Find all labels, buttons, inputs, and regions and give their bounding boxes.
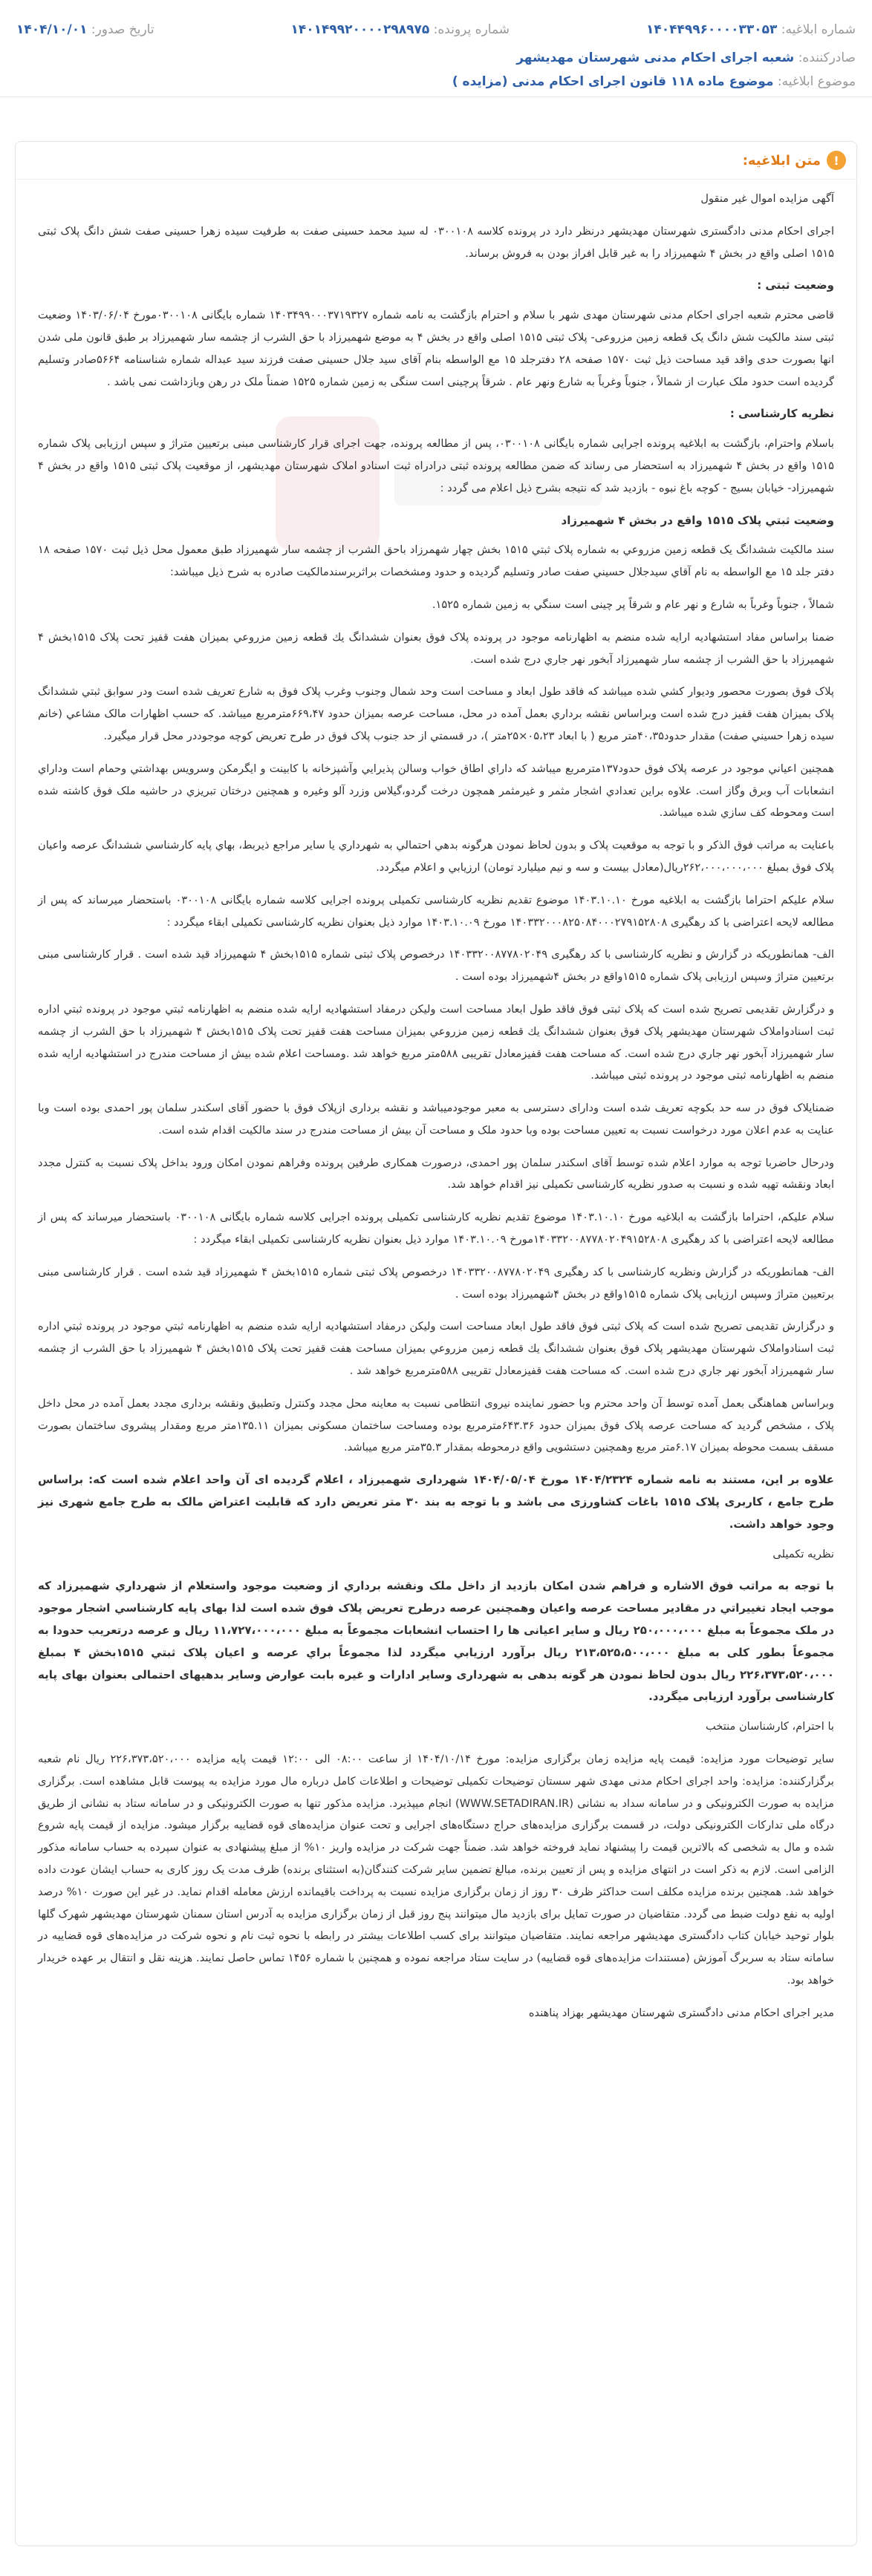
section-heading: علاوه بر این، مستند به نامه شماره ۱۴۰۴/۲۳۲۴ مورخ ۱۴۰۴/۰۵/۰۴ شهرداری شهمیرزاد ، اعلام گردیده ای آن واحد اعلام شده است که: براساس طرح جامع ، کاربری پلاک ۱۵۱۵ باغات کشاورزی می باشد و با توجه به بند ۳۰ متر تعریض دارد که قابلیت اعتراض مالک به طرح جامع شهری نیز وجود خواهد داشت. <box>38 1473 834 1531</box>
paragraph: نظریه تکمیلی <box>772 1547 834 1560</box>
paragraph: آگهی مزایده اموال غیر منقول <box>700 192 834 205</box>
paragraph: ودرحال حاضربا توجه به موارد اعلام شده توسط آقای اسکندر سلمان پور احمدی، درصورت همکاری طرفین پرونده وفراهم نمودن امکان ورود بداخل پلاک نسبت به کنترل مجدد ابعاد ونقشه تهیه شده و نسبت به صدور نظریه کارشناسی تکمیلی نیز اقدام خواهد شد. <box>38 1156 834 1191</box>
paragraph: شمالاً ، جنوباً وغرباً به شارع و نهر عام و شرقاً پر چینی است سنگي به زمین شماره ۱۵۲۵. <box>432 598 834 611</box>
paragraph: اجرای احکام مدنی دادگستری شهرستان مهدیشهر درنظر دارد در پرونده کلاسه ۰۳۰۰۱۰۸ له سید محمد حسینی صفت به طرفیت سیده زهرا حسینی صفت شش دانگ پلاک ثبتی ۱۵۱۵ اصلی واقع در بخش ۴ شهمیرزاد را به غیر قابل افراز بودن به فروش برساند. <box>38 224 835 260</box>
paragraph: همچنین اعیاني موجود در عرصه پلاک فوق حدود۱۳۷مترمربع میباشد که داراي اطاق خواب وسالن پذیرایي وآشپزخانه با کابینت و ایگرمکن وسرویس بهداشتي وحمام است وداراي انشعابات آب وبرق وگاز است. علاوه براین تعدادي اشجار مثمر و غیرمثمر همچون درخت گردو،گیلاس وزرد آلو وغیره و همچنین درختان تبریزي در حاشیه ملک فوق کاشته شده است ومحوطه کف سازي شده میباشد. <box>38 762 834 820</box>
paragraph: سایر توضیحات مورد مزایده: قیمت پایه مزایده زمان برگزاری مزایده: مورخ ۱۴۰۴/۱۰/۱۴ از ساعت ۰۸:۰۰ الی ۱۲:۰۰ قیمت پایه مزایده ۲۲۶،۳۷۳،۵۲۰،۰۰۰ ریال نام شعبه برگزارکننده: مزایده: واحد اجرای احکام مدنی مهدی شهر سستان توضیحات تکمیلی توضیحات و اطلاعات کامل درباره مال مورد مزایده به پیوست قابل مشاهده است. برگزاری مزایده به صورت الکترونیکی و در سامانه سداد به نشانی (WWW.SETADIRAN.IR) انجام میپذیرد. مزایده مذکور تنها به صورت الکترونیکی و در سامانه ستاد به نشانی از طریق درگاه ملی تدارکات الکترونیکی دولت، در قسمت برگزاری مزایده‌های حراج دستگاه‌های اجرایی و تحت عنوان مزایده‌های قوه قضاییه برگزار میشود. مزایده از قیمت پایه شروع شده و مال به شخصی که بالاترین قیمت را پیشنهاد نماید فروخته خواهد شد. ضمناً جهت شرکت در مزایده واریز ۱۰% از مبلغ پیشنهادی به عنوان سپرده به حساب سامانه مذکور الزامی است. لازم به ذکر است در انتهای مزایده و پس از تعیین برنده، مبالغ تضمین سایر شرکت کنندگان(به استثنای برنده) ظرف مدت یک روز کاری به حساب ایشان عودت داده خواهد شد. همچنین برنده مزایده مکلف است حداکثر ظرف ۳۰ روز از زمان برگزاری مزایده نسبت به پرداخت باقیمانده ارزش معامله اقدام نماید. در غیر این صورت ۱۰% درصد اولیه به نفع دولت ضبط می گردد. متقاضیان در صورت تمایل برای بازدید مال میتوانند پنج روز قبل از زمان برگزاری مزایده به آدرس استان سمنان شهرستان مهدیشهر شهرک گلها بلوار توحید خیابان کتاب دادگستری مهدیشهر مراجعه نمایند. متقاضیان میتوانند برای کسب اطلاعات بیشتر در رابطه با نحوه ثبت نام و نحوه شرکت در مزایده‌های قوه قضاییه در سامانه ستاد به سربرگ آموزش (مستندات مزایده‌های قوه قضاییه) در سایت ستاد مراجعه نموده و همچنین با شماره ۱۴۵۶ تماس حاصل نمایند. هزینه نقل و انتقال بر عهده خریدار خواهد بود. <box>38 1753 835 1987</box>
paragraph: و درگزارش تقدیمی تصریح شده است که پلاک ثبتی فوق فاقد طول ابعاد مساحت است ولیکن درمفاد استشهادیه ارایه شده منضم به اظهارنامه ثبتي موجود در پرونده ثبتي اداره ثبت اسنادواملاک شهرستان مهدیشهر پلاک فوق بعنوان ششدانگ یك قطعه زمین مزروعي بمیزان مساحت هفت قفیز تحت پلاک ۱۵۱۵بخش ۴ شهمیرزاد با حق الشرب از چشمه سار شهمیرزاد آبخور نهر جاري درج شده است. که مساحت هفت قفیزمعادل تقریبی ۵۸۸متر مربع خواهد شد .ومساحت اعلام شده بیش از مساحت مندرج در استشهادیه ارایه شده منضم به اظهارنامه ثبتی موجود در پرونده ثبتی میباشد. <box>38 1002 835 1082</box>
paragraph: باعنایت به مراتب فوق الذکر و با توجه به موقعیت پلاک و بدون لحاظ نمودن هرگونه بدهي احتمالي به شهرداري یا سایر مراجع ذیربط، بهاي پایه کارشناسي ششدانگ عرصه واعیان پلاک فوق بمبلغ ۲۶۲،۰۰۰،۰۰۰،۰۰۰ریال(معادل بیست و سه و نیم میلیارد تومان) ارزیابي و اعلام میگردد. <box>38 839 834 874</box>
paragraph: مدیر اجرای احکام مدنی دادگستری شهرستان مهدیشهر بهزاد پناهنده <box>528 2006 834 2019</box>
section-heading: وضعیت ثبتی : <box>757 278 834 292</box>
alert-icon: ! <box>827 151 846 170</box>
paragraph: الف- همانطوریکه در گزارش ونظریه کارشناسی با کد رهگیری ۱۴۰۳۳۲۰۰۸۷۷۸۰۲۰۴۹ درخصوص پلاک ثبتی شماره ۱۵۱۵بخش ۴ شهمیرزاد قید شده است . قرار کارشناسی مبنی برتعیین متراژ وسپس ارزیابی پلاک شماره ۱۵۱۵واقع در بخش ۴شهمیرزاد بوده است . <box>38 1265 834 1301</box>
section-heading: نظریه کارشناسی : <box>729 407 834 421</box>
paragraph: باسلام واحترام، بازگشت به ابلاغیه پرونده اجرایی شماره بایگانی ۰۳۰۰۱۰۸، پس از مطالعه پرونده، جهت اجرای قرار کارشناسی مبنی برتعیین متراژ و سپس ارزیابی پلاک شماره ۱۵۱۵ واقع در بخش ۴ شهمیرزاد به استحضار می رساند که ضمن مطالعه پرونده ثبتی درادراه ثبت اسنادو املاک شهرستان مهدیشهر، از موقعیت پلاک ثبتی ۱۵۱۵ واقع در بخش ۴ شهمیرزاد- خیابان بسیج - کوچه باغ نبوه - بازدید شد که نتیجه بشرح ذیل اعلام می گردد : <box>38 437 834 494</box>
body-title: متن ابلاغیه: <box>742 152 821 169</box>
paragraph: پلاک فوق بصورت محصور ودیوار کشي شده میباشد که فاقد طول ابعاد و مساحت است وحد شمال وجنوب وغرب پلاک فوق به شارع تعریف شده است ودر سوابق ثبتي ششدانگ پلاک بمیزان هفت قفیز درج شده است وبراساس نقشه برداري بعمل آمده در محل، مساحت عرصه بمیزان حدود ۶۶۹،۴۷مترمربع میباشد. که حسب اظهارات مالک مشاعي (خانم سیده زهرا حسیني صفت) مقدار حدود۴۰،۳۵متر مربع ( با ابعاد ۰۵،۲۳×۲۵متر )، در قسمتي از حد جنوب پلاک فوق در طرح تعریض کوچه موجوددر محل قرار میگیرد. <box>38 685 834 742</box>
paragraph: ضمنایلاک فوق در سه حد بکوچه تعریف شده است ودارای دسترسی به معبر موجودمیباشد و نقشه برداری ازپلاک فوق با حضور آقای اسکندر سلمان پور احمدی بوده است وبا عنایت به عدم اعلان مورد درخواست نسبت به تعیین مساحت بوده وبا حدود ملک و مساحت آن بیش از مساحت مندرج در سند مالکیت اقدام شده است. <box>38 1102 834 1137</box>
paragraph: الف- همانطوریکه در گزارش و نظریه کارشناسی با کد رهگیری ۱۴۰۳۳۲۰۰۸۷۷۸۰۲۰۴۹ درخصوص پلاک ثبتی شماره ۱۵۱۵بخش ۴ شهمیرزاد قید شده است . قرار کارشناسی مبنی برتعیین متراژ وسپس ارزیابی پلاک شماره ۱۵۱۵واقع در بخش ۴شهمیرزاد بوده است . <box>38 948 834 984</box>
section-heading: وضعیت ثبتي پلاک ۱۵۱۵ واقع در بخش ۴ شهمیرزاد <box>561 513 834 527</box>
paragraph: با احترام، کارشناسان منتخب <box>705 1720 834 1733</box>
paragraph: وبراساس هماهنگی بعمل آمده توسط آن واحد محترم وبا حضور نماینده نیروی انتظامی نسبت به معاینه محل مجدد وکنترل وتطبیق ونقشه برداری مجدد بعمل آمده در محل داخل پلاک ، مشخص گردید که مساحت عرصه پلاک فوق بمیزان حدود ۶۴۳.۳۶مترمربع بوده ومساحت ساختمان مسکونی بمیزان ۱۳۵.۱۱متر مربع ومقدار پیشروی ساختمان بصورت مسقف بسمت محوطه بمیزان ۶.۱۷متر مربع وهمچنین دستشویی واقع درمحوطه بمقدار ۳۵.۳متر مربع میباشد. <box>38 1396 834 1454</box>
body-content <box>38 188 834 2035</box>
paragraph: و درگزارش تقدیمی تصریح شده است که پلاک ثبتی فوق فاقد طول ابعاد مساحت است ولیکن درمفاد استشهادیه ارایه شده منضم به اظهارنامه ثبتي موجود در پرونده ثبتي اداره ثبت اسنادواملاک شهرستان مهدیشهر پلاک فوق بعنوان ششدانگ یك قطعه زمین مزروعي بمیزان مساحت هفت قفیز تحت پلاک ۱۵۱۵بخش ۴ شهمیرزاد با حق الشرب از چشمه سار شهمیرزاد آبخور نهر جاري درج شده است. که مساحت هفت قفیزمعادل تقریبی ۵۸۸مترمربع خواهد شد . <box>38 1320 835 1378</box>
case-id: شماره پرونده: ۱۴۰۱۴۹۹۲۰۰۰۰۲۹۸۹۷۵ <box>290 22 510 37</box>
paragraph: قاضی محترم شعبه اجرای احکام مدنی شهرستان مهدی شهر با سلام و احترام بازگشت به نامه شماره ۱۴۰۳۴۹۹۰۰۰۳۷۱۹۳۲۷ شماره بایگانی ۰۳۰۰۱۰۸مورخ ۱۴۰۳/۰۶/۰۴ وضعیت ثبتی سند مالکیت شش دانگ یک قطعه زمین مزروعی- پلاک ثبتی ۱۵۱۵ اصلی واقع در بخش ۴ به موضع شهمیرزاد با حق الشرب از چشمه سار شهمیرزاد بر طبق قانون ملی شدن انها بصورت حدی واقد قید مساحت ذیل ثبت ۱۵۷۰ صفحه ۲۸ دفترجلد ۱۵ مع الواسطه بنام آقای سید جلال حسینی صفت فرزند سید عبداله شماره شناسنامه ۵۶۶۴صادر وتسلیم گردیده است حدود ملک عبارت از شمالاً ، جنوباً وغرباً به شارع ونهر عام . شرقاً پرچینی است سنگی به زمین شماره ۱۵۲۵ ضمناً ملک در رهن وبازداشت نمی باشد . <box>38 309 835 388</box>
header-meta-row <box>16 22 856 45</box>
issue-date: تاریخ صدور: ۱۴۰۴/۱۰/۰۱ <box>16 22 154 37</box>
notice-header <box>0 0 872 97</box>
subject-line: موضوع ابلاغیه: موضوع ماده ۱۱۸ قانون اجرای احکام مدنی (مزایده ) <box>452 74 856 89</box>
paragraph: ضمنا براساس مفاد استشهادیه ارایه شده منضم به اظهارنامه موجود در پرونده پلاک فوق بعنوان ششدانگ یك قطعه زمین مزروعي بمیزان هفت قفیز تحت پلاک ۱۵۱۵بخش ۴ شهمیرزاد با حق الشرب از چشمه سار شهمیرزاد آبخور نهر جاري درج شده است. <box>38 630 834 666</box>
notice-body <box>15 141 857 2546</box>
section-heading: با توجه به مراتب فوق الاشاره و فراهم شدن امکان بازدید از داخل ملک ونقشه برداري از وضعیت موجود واستعلام از شهرداري شهمیرزاد که موجب ایجاد تغییراتي در مقادیر مساحت عرصه واعیان وهمچنین عرصه درطرح تعریض پلاک فوق شده است لذا بهای پایه کارشناسي اشجار موجود در ملک مجموعاً به مبلغ ۲۵۰،۰۰۰،۰۰۰ ریال و سایر اعیانی ها را احتساب انشعابات مجموعاً به مبلغ ۱۱،۷۲۷،۰۰۰،۰۰۰ ریال و عرصه درتعریب حدودا به مجموعاً بطور کلی به مبلغ ۲۱۳،۵۲۵،۵۰۰،۰۰۰ ریال برآورد ارزیابي میگردد لذا مجموعاً براي عرصه و اعیان پلاک ثبتي ۱۵۱۵بخش ۴ بمبلغ ۲۲۶،۳۷۳،۵۲۰،۰۰۰ ریال بدون لحاظ نمودن هر گونه بدهی به شهرداری وسایر ادارات و غیره بابت عوارض وسایر بدهیهای احتمالی بعنوان بهای پایه کارشناسی برآورد ارزیابی میگردد. <box>38 1579 834 1704</box>
paragraph: سند مالکیت ششدانگ یک قطعه زمین مزروعي به شماره پلاک ثبتي ۱۵۱۵ بخش چهار شهمرزاد باحق الشرب از چشمه سار شهمیرزاد طبق معمول محل ذیل ثبت ۱۵۷۰ صفحه ۱۸ دفتر جلد ۱۵ مع الواسطه به نام آقاي سیدجلال حسیني صفت صادر وتسلیم گردیده و حدود ومشخصات براثربرسندمالکیت صادره به شرح ذیل میباشد: <box>38 543 834 579</box>
issuer-line: صادرکننده: شعبه اجرای احکام مدنی شهرستان مهدیشهر <box>516 50 856 65</box>
body-title-bar <box>16 142 856 180</box>
notice-id: شماره ابلاغیه: ۱۴۰۴۴۹۹۶۰۰۰۰۳۳۰۵۳ <box>645 22 856 37</box>
paragraph: سلام علیکم، احتراما بازگشت به ابلاغیه مورخ ۱۴۰۳.۱۰.۱۰ موضوع تقدیم نظریه کارشناسی تکمیلی پرونده اجرایی کلاسه شماره بایگانی ۰۳۰۰۱۰۸ باستحضار میرساند که پس از مطالعه لایحه اعتراضی با کد رهگیری ۱۴۰۳۳۲۰۰۸۷۷۸۰۲۰۴۹۱۵۲۸۰۸مورخ ۱۴۰۳.۱۰.۰۹ موارد ذیل بعنوان نظریه کارشناسی تکمیلی ابقاء میگردد : <box>38 1211 834 1246</box>
paragraph: سلام علیکم احتراما بازگشت به ابلاغیه مورخ ۱۴۰۳.۱۰.۱۰ موضوع تقدیم نظریه کارشناسی تکمیلی پرونده اجرایی کلاسه شماره بایگانی ۰۳۰۰۱۰۸ باستحضار میرساند که پس از مطالعه لایحه اعتراضی با کد رهگیری ۱۴۰۳۳۲۰۰۰۸۲۵۰۸۴۰۰۰۲۷۹۱۵۲۸۰۸ مورخ ۱۴۰۳.۱۰.۰۹ موارد ذیل بعنوان نظریه کارشناسی تکمیلی ابقاء میگردد : <box>38 893 834 929</box>
